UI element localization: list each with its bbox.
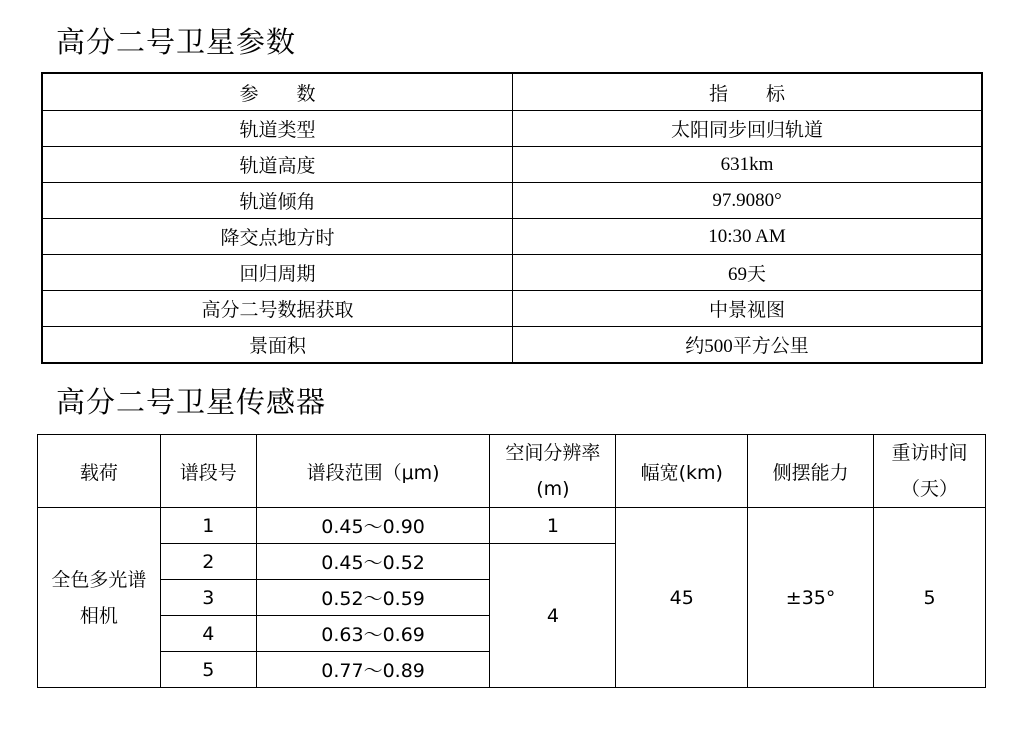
header-resolution [490,435,616,508]
header-revisit [874,435,986,508]
sensors-table [37,434,986,688]
header-cell-value: 指 标 [513,73,983,111]
band-range: 0.63～0.69 [256,616,490,652]
param-value: 约500平方公里 [513,327,983,364]
table-row [42,111,982,147]
header-resolution-line2: (m) [536,478,570,500]
header-cell-param: 参 数 [42,73,513,111]
section-title-params: 高分二号卫星参数 [56,25,297,59]
param-value: 97.9080° [513,183,983,219]
header-resolution-line1: 空间分辨率 [505,442,601,464]
section-title-sensors: 高分二号卫星传感器 [56,385,327,419]
band-no: 4 [160,616,256,652]
header-payload: 载荷 [38,435,161,508]
table-row [42,183,982,219]
swath-value: 45 [616,508,748,688]
table-row [42,219,982,255]
band-range: 0.52～0.59 [256,580,490,616]
header-revisit-line1: 重访时间 [891,442,968,464]
params-table [41,72,983,364]
param-value: 太阳同步回归轨道 [513,111,983,147]
pan-resolution: 1 [490,508,616,544]
param-value: 中景视图 [513,291,983,327]
payload-line2: 相机 [79,604,118,627]
param-name: 景面积 [42,327,513,364]
revisit-value: 5 [874,508,986,688]
table-header-row [38,435,986,508]
header-side-swing: 侧摆能力 [748,435,874,508]
table-row [42,147,982,183]
param-name: 回归周期 [42,255,513,291]
ms-resolution: 4 [490,544,616,688]
param-name: 降交点地方时 [42,219,513,255]
param-name: 高分二号数据获取 [42,291,513,327]
header-band-no: 谱段号 [160,435,256,508]
param-name: 轨道倾角 [42,183,513,219]
param-name: 轨道高度 [42,147,513,183]
payload-line1: 全色多光谱 [51,568,147,591]
band-no: 5 [160,652,256,688]
band-no: 2 [160,544,256,580]
param-name: 轨道类型 [42,111,513,147]
payload-cell [38,508,161,688]
param-value: 10:30 AM [513,219,983,255]
table-row [42,291,982,327]
band-range: 0.45～0.52 [256,544,490,580]
table-row [42,255,982,291]
header-band-range: 谱段范围（μm) [256,435,490,508]
header-swath: 幅宽(km) [616,435,748,508]
band-range: 0.77～0.89 [256,652,490,688]
band-no: 3 [160,580,256,616]
band-range: 0.45～0.90 [256,508,490,544]
param-value: 631km [513,147,983,183]
header-revisit-line2: （天） [901,478,959,500]
band-no: 1 [160,508,256,544]
side-swing-value: ±35° [748,508,874,688]
table-row [38,508,986,544]
table-row [42,327,982,364]
table-header-row [42,73,982,111]
param-value: 69天 [513,255,983,291]
